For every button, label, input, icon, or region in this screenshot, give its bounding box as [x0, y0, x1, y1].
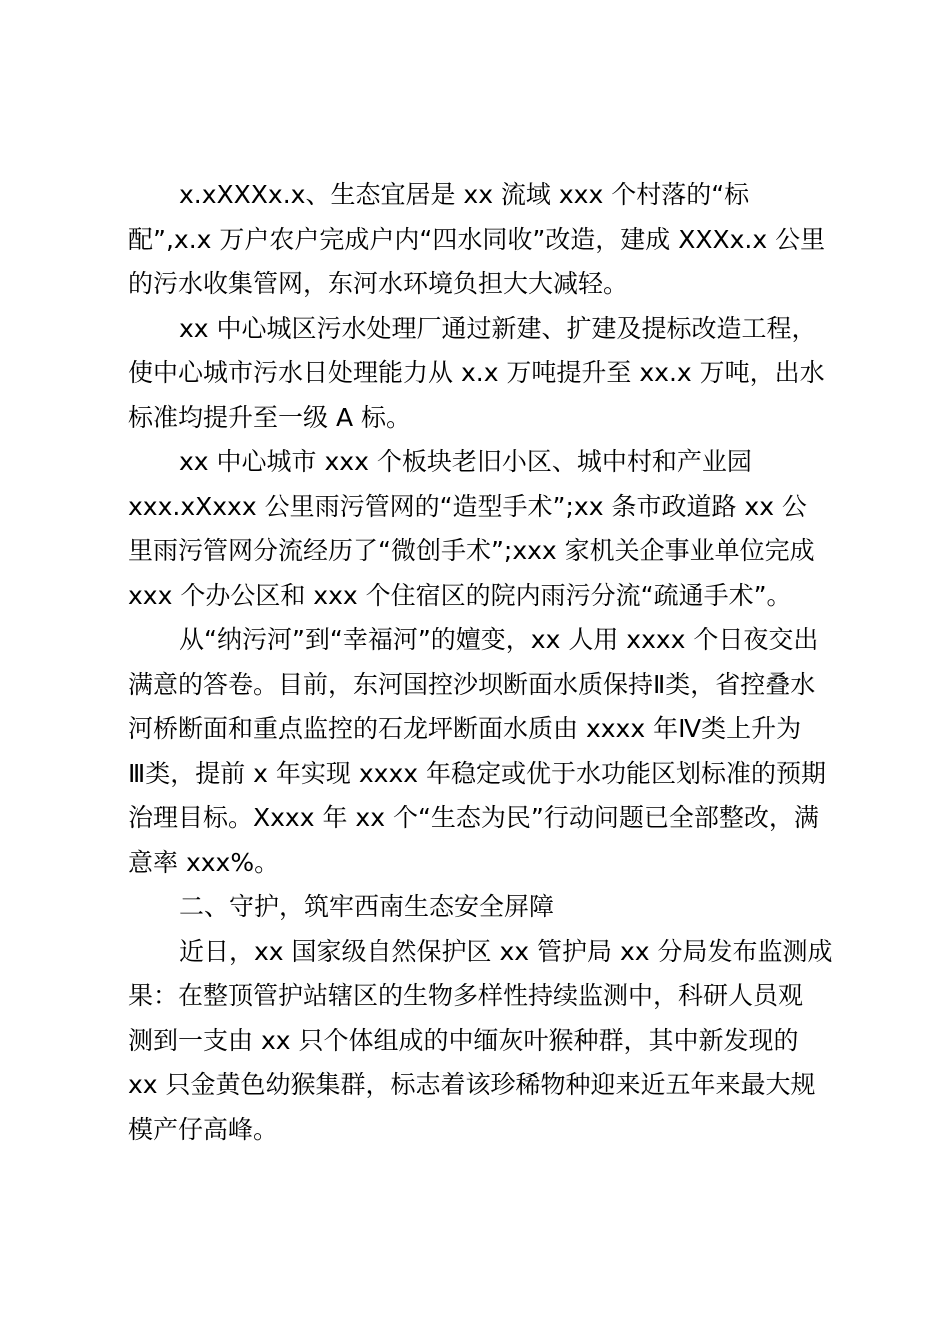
paragraph [128, 173, 836, 307]
text-line: 近日，xx 国家级自然保护区 xx 管护局 xx 分局发布监测成 [179, 936, 833, 966]
text-line: Ⅲ类，提前 x 年实现 xxxx 年稳定或优于水功能区划标准的预期 [128, 758, 827, 788]
text-line: xxx 个办公区和 xxx 个住宿区的院内雨污分流“疏通手术”。 [128, 580, 792, 610]
text-line: xxx.xXxxx 公里雨污管网的“造型手术”;xx 条市政道路 xx 公 [128, 491, 807, 521]
text-line: 满意的答卷。目前，东河国控沙坝断面水质保持Ⅱ类，省控叠水 [128, 669, 816, 699]
text-line: 从“纳污河”到“幸福河”的嬗变，xx 人用 xxxx 个日夜交出 [179, 625, 819, 654]
text-line: 模产仔高峰。 [128, 1114, 279, 1144]
heading-line: 二、守护，筑牢西南生态安全屏障 [179, 892, 555, 921]
text-line: x.xXXXx.x、生态宜居是 xx 流域 xxx 个村落的“标 [179, 180, 750, 209]
text-line: xx 只金黄色幼猴集群，标志着该珍稀物种迎来近五年来最大规 [128, 1070, 816, 1099]
text-line: 治理目标。Xxxx 年 xx 个“生态为民”行动问题已全部整改，满 [128, 803, 819, 832]
text-line: 果：在整顶管护站辖区的生物多样性持续监测中，科研人员观 [128, 981, 804, 1010]
document-body [128, 173, 836, 1152]
section-heading [128, 885, 836, 930]
paragraph [128, 307, 836, 441]
text-line: 测到一支由 xx 只个体组成的中缅灰叶猴种群，其中新发现的 [128, 1025, 799, 1055]
paragraph [128, 618, 836, 885]
text-line: 里雨污管网分流经历了“微创手术”;xxx 家机关企事业单位完成 [128, 536, 815, 565]
text-line: 河桥断面和重点监控的石龙坪断面水质由 xxxx 年Ⅳ类上升为 [128, 714, 802, 743]
text-line: 配”,x.x 万户农户完成户内“四水同收”改造，建成 XXXx.x 公里 [128, 224, 826, 254]
paragraph [128, 440, 836, 618]
text-line: 的污水收集管网，东河水环境负担大大减轻。 [128, 269, 629, 298]
text-line: 意率 xxx%。 [128, 847, 280, 877]
text-line: xx 中心城区污水处理厂通过新建、扩建及提标改造工程， [179, 313, 817, 343]
text-line: 标准均提升至一级 A 标。 [128, 402, 411, 432]
text-line: xx 中心城市 xxx 个板块老旧小区、城中村和产业园 [179, 447, 752, 476]
text-line: 使中心城市污水日处理能力从 x.x 万吨提升至 xx.x 万吨，出水 [128, 358, 825, 387]
paragraph [128, 930, 836, 1153]
